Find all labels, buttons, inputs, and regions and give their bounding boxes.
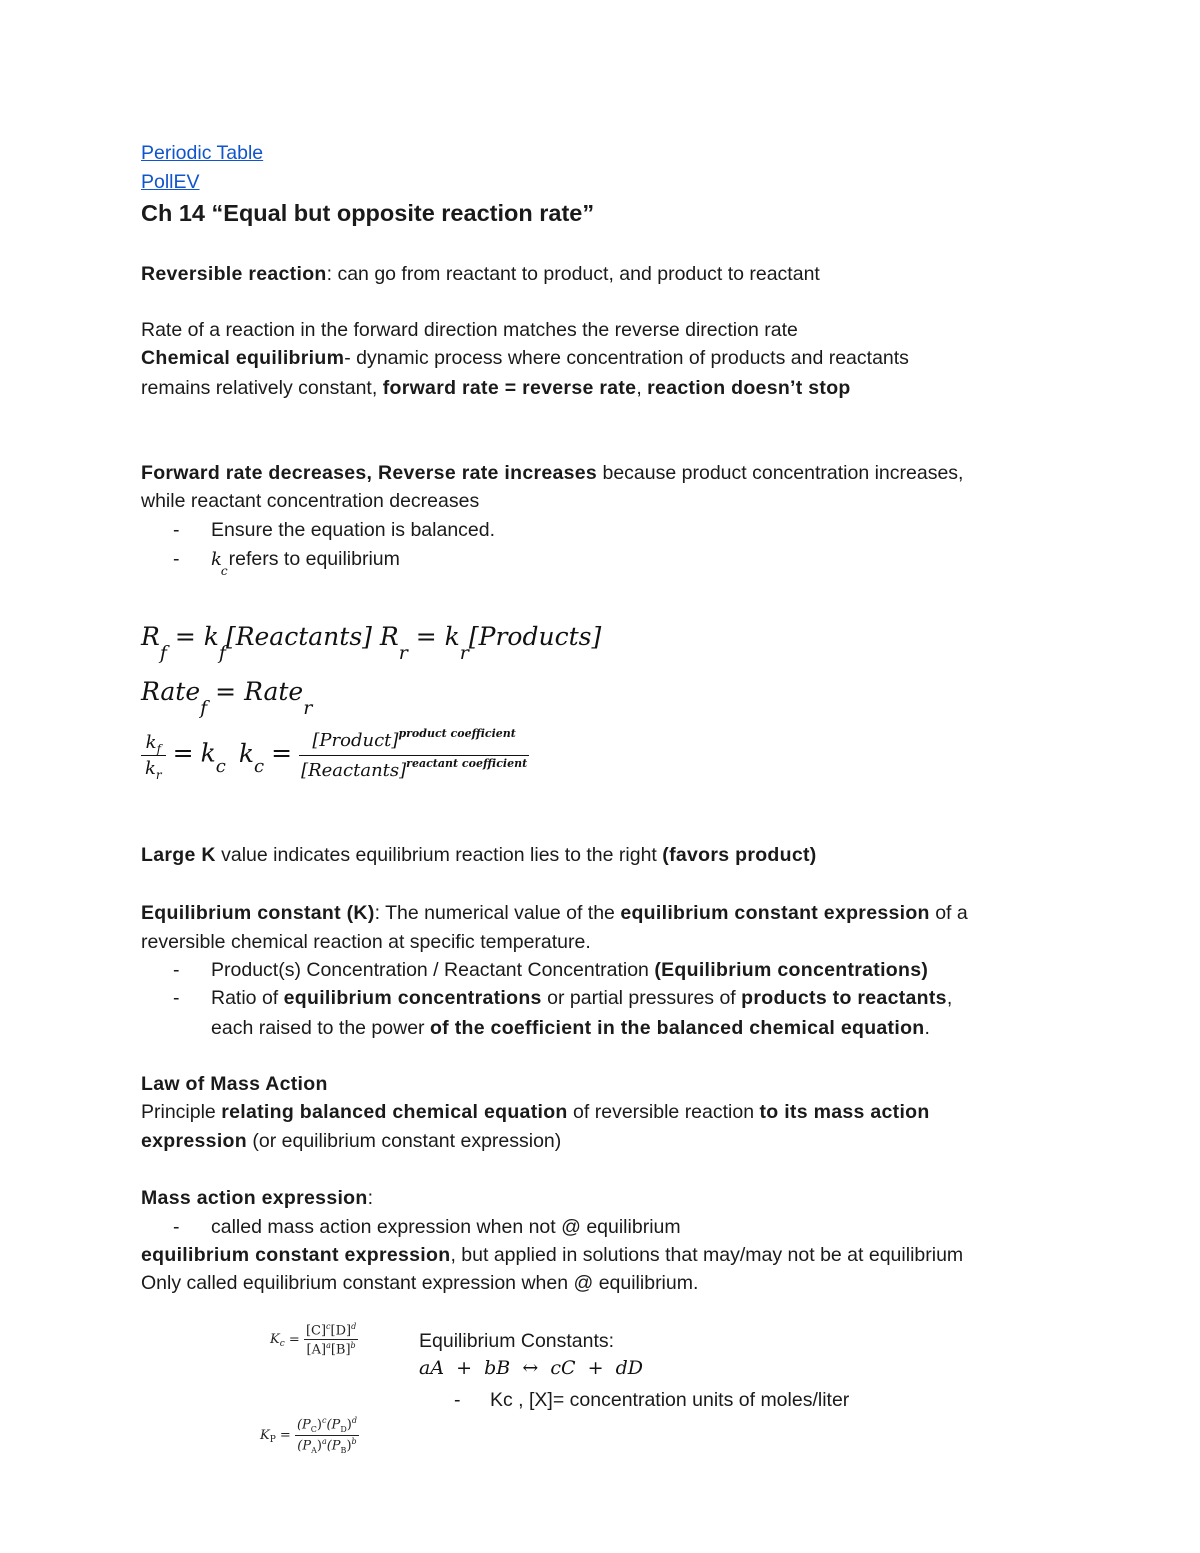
chem-eq-bold2: reaction doesn’t stop	[647, 377, 851, 399]
chem-eq-text1: - dynamic process where concentration of products and reactants	[344, 347, 909, 369]
pollev-link[interactable]: PollEV	[141, 171, 200, 193]
rate-line: Rate of a reaction in the forward direction matches the reverse direction rate	[141, 319, 798, 341]
reversible-paragraph	[141, 260, 820, 289]
bullet-ratio-line2: each raised to the power of the coefficient in the balanced chemical equation.	[211, 1017, 930, 1039]
forward-line2: while reactant concentration decreases	[141, 490, 480, 512]
reversible-term: Reversible reaction	[141, 263, 327, 285]
page-title: Ch 14 “Equal but opposite reaction rate”	[141, 200, 595, 226]
bullet-dash: -	[173, 987, 180, 1009]
rate-law-equation: $R_f$ = $k_f[Reactants] R_r$ = $k_r[Products]$	[141, 622, 602, 664]
kc-fraction: $\frac{[Product]^{product coefficient}}{[Reactants]^{reactant coefficient}}$	[301, 727, 528, 781]
mae-line: equilibrium constant expression, but applied in solutions that may/may not be at equilibrium	[141, 1244, 964, 1266]
forward-line1	[141, 459, 963, 488]
chem-eq-term: Chemical equilibrium	[141, 347, 345, 369]
mae-bullet: called mass action expression when not @ equilibrium	[211, 1216, 681, 1238]
forward-text1: because product concentration increases,	[597, 462, 964, 484]
bullet-kc	[211, 545, 400, 576]
reversible-text: : can go from reactant to product, and product to reactant	[326, 263, 820, 285]
forward-bold: Forward rate decreases, Reverse rate increases	[141, 462, 598, 484]
kf-over-kr: $\frac{k_f}{k_r}$	[141, 732, 166, 779]
chem-eq-bold1: forward rate = reverse rate	[382, 377, 637, 399]
kc-units-bullet: Kc , [X]= concentration units of moles/liter	[490, 1389, 850, 1411]
bullet-dash: -	[173, 959, 180, 981]
mae-heading: Mass action expression:	[141, 1187, 374, 1209]
mae-last-line: Only called equilibrium constant expression when @ equilibrium.	[141, 1272, 699, 1294]
bullet-balanced: Ensure the equation is balanced.	[211, 519, 496, 541]
eq-constant-line2: reversible chemical reaction at specific temperature.	[141, 931, 591, 953]
bullet-dash: -	[454, 1389, 461, 1411]
eq-constant-line1: Equilibrium constant (K): The numerical value of the equilibrium constant expression of a	[141, 902, 968, 924]
general-reaction: aA + bB ↔ cC + dD	[419, 1357, 643, 1379]
kc-definition-equation: $\frac{k_f}{k_r}$ = $k_c$ $k_c$ = $\frac{[Product]^{product coefficient}}{[Reactants]^{reactant coefficient}}$	[141, 730, 529, 781]
large-k-line: Large K value indicates equilibrium reaction lies to the right (favors product)	[141, 844, 817, 866]
chem-eq-comma: ,	[636, 377, 648, 399]
chem-eq-line2	[141, 374, 851, 403]
bullet-dash: -	[173, 519, 180, 541]
kc-subscript: c	[220, 564, 228, 578]
bullet-dash: -	[173, 1216, 180, 1238]
periodic-table-link[interactable]: Periodic Table	[141, 142, 264, 164]
kc-text: refers to equilibrium	[228, 548, 400, 570]
chem-eq-text2: remains relatively constant,	[141, 377, 383, 399]
bullet-dash: -	[173, 548, 180, 570]
lma-heading: Law of Mass Action	[141, 1073, 328, 1095]
constants-heading: Equilibrium Constants:	[419, 1330, 615, 1352]
rate-equality-equation: Rate$_f$ = Rate$_r$	[141, 677, 313, 719]
chem-eq-line1	[141, 344, 909, 373]
kc-formula: $K_c$ = $\frac{[C]^c[D]^d}{[A]^a[B]^b}$	[270, 1322, 357, 1358]
bullet-ratio-concentration: Product(s) Concentration / Reactant Concentration (Equilibrium concentrations)	[211, 959, 929, 981]
lma-line1: Principle relating balanced chemical equation of reversible reaction to its mass action	[141, 1101, 930, 1123]
lma-line2: expression (or equilibrium constant expression)	[141, 1130, 562, 1152]
kc-symbol: k	[211, 549, 222, 570]
bullet-ratio-line1: Ratio of equilibrium concentrations or partial pressures of products to reactants,	[211, 987, 953, 1009]
kp-formula: $K_P$ = $\frac{(P_C)^c(P_D)^d}{(P_A)^a(P_B)^b}$	[260, 1416, 357, 1455]
